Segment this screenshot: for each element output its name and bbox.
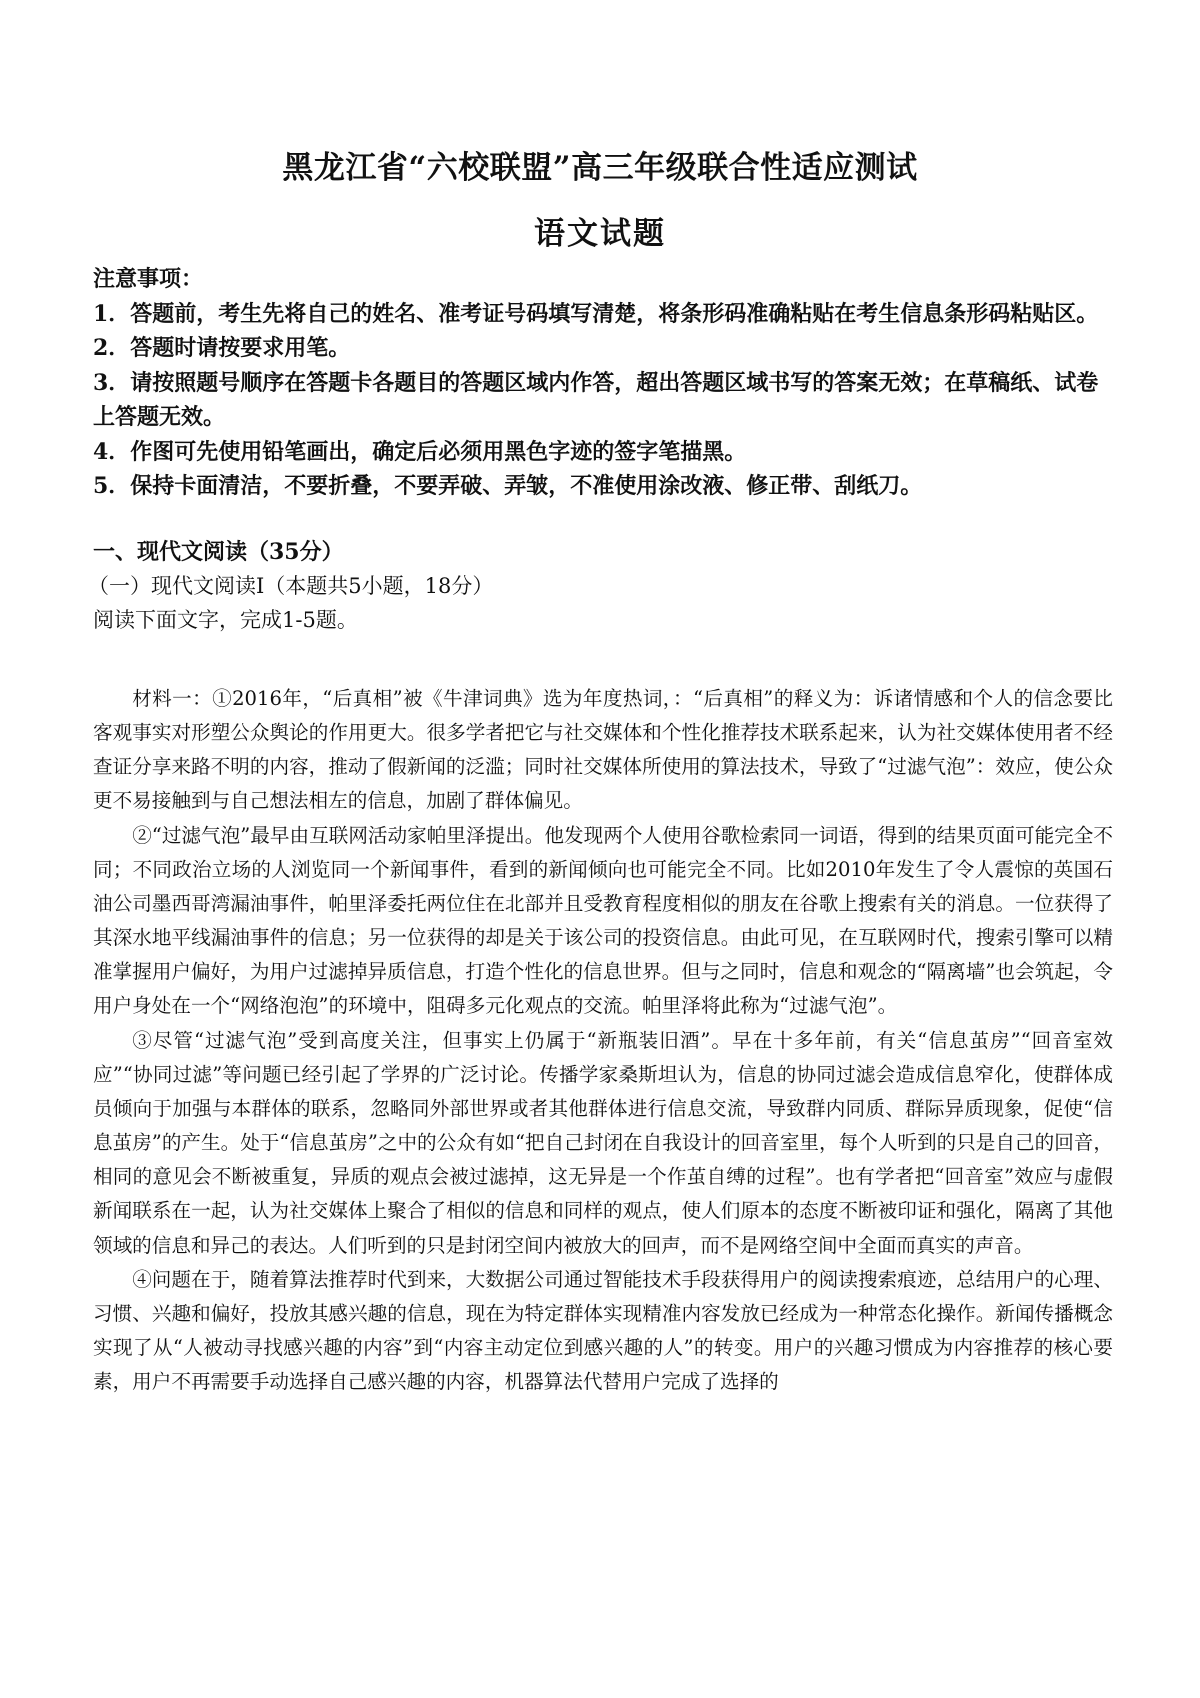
passage-paragraph: ②“过滤气泡”最早由互联网活动家帕里泽提出。他发现两个人使用谷歌检索同一词语，得到的结果页面可能完全不同；不同政治立场的人浏览同一个新闻事件，看到的新闻倾向也可能完全不同。比如2010年发生了令人震惊的英国石油公司墨西哥湾漏油事件，帕里泽委托两位住在北部并且受教育程度相似的朋友在谷歌上搜索有关的消息。一位获得了其深水地平线漏油事件的信息；另一位获得的却是关于该公司的投资信息。由此可见，在互联网时代，搜索引擎可以精准掌握用户偏好，为用户过滤掉异质信息，打造个性化的信息世界。但与之同时，信息和观念的“隔离墙”也会筑起，令用户身处在一个“网络泡泡”的环境中，阻碍多元化观点的交流。帕里泽将此称为“过滤气泡”。 [93, 823, 1113, 1018]
notice-heading: 注意事项： [93, 266, 204, 292]
notice-section [93, 262, 1113, 504]
notice-item: 2．答题时请按要求用笔。 [93, 335, 351, 361]
subsection-heading: （一）现代文阅读Ⅰ（本题共5小题，18分） [88, 574, 494, 598]
passage-paragraph: 材料一：①2016年，“后真相”被《牛津词典》选为年度热词，：“后真相”的释义为：诉诸情感和个人的信念要比客观事实对形塑公众舆论的作用更大。很多学者把它与社交媒体和个性化推荐技术联系起来，认为社交媒体使用者不经查证分享来路不明的内容，推动了假新闻的泛滥；同时社交媒体所使用的算法技术，导致了“过滤气泡”：效应，使公众更不易接触到与自己想法相左的信息，加剧了群体偏见。 [93, 687, 1113, 813]
notice-item: 5．保持卡面清洁，不要折叠，不要弄破、弄皱，不准使用涂改液、修正带、刮纸刀。 [93, 473, 923, 499]
passage-paragraph: ③尽管“过滤气泡”受到高度关注，但事实上仍属于“新瓶装旧酒”。早在十多年前，有关“信息茧房”“回音室效应”“协同过滤”等问题已经引起了学界的广泛讨论。传播学家桑斯坦认为，信息的协同过滤会造成信息窄化，使群体成员倾向于加强与本群体的联系，忽略同外部世界或者其他群体进行信息交流，导致群内同质、群际异质现象，促使“信息茧房”的产生。处于“信息茧房”之中的公众有如“把自己封闭在自我设计的回音室里，每个人听到的只是自己的回音，相同的意见会不断被重复，异质的观点会被过滤掉，这无异是一个作茧自缚的过程”。也有学者把“回音室”效应与虚假新闻联系在一起，认为社交媒体上聚合了相似的信息和同样的观点，使人们原本的态度不断被印证和强化，隔离了其他领域的信息和异己的表达。人们听到的只是封闭空间内被放大的回声，而不是网络空间中全面而真实的声音。 [93, 1028, 1113, 1257]
reading-instruction: 阅读下面文字，完成1-5题。 [93, 608, 358, 632]
exam-subtitle: 语文试题 [534, 216, 666, 252]
exam-title: 黑龙江省“六校联盟”高三年级联合性适应测试 [282, 150, 918, 186]
notice-item: 3．请按照题号顺序在答题卡各题目的答题区域内作答，超出答题区域书写的答案无效；在草稿纸、试卷上答题无效。 [93, 369, 1099, 430]
passage-paragraph: ④问题在于，随着算法推荐时代到来，大数据公司通过智能技术手段获得用户的阅读搜索痕迹，总结用户的心理、习惯、兴趣和偏好，投放其感兴趣的信息，现在为特定群体实现精准内容发放已经成为一种常态化操作。新闻传播概念实现了从“人被动寻找感兴趣的内容”到“内容主动定位到感兴趣的人”的转变。用户的兴趣习惯成为内容推荐的核心要素，用户不再需要手动选择自己感兴趣的内容，机器算法代替用户完成了选择的 [93, 1267, 1113, 1394]
section-heading: 一、现代文阅读（35分） [93, 539, 344, 565]
reading-passage [93, 682, 1113, 1399]
notice-item: 4．作图可先使用铅笔画出，确定后必须用黑色字迹的签字笔描黑。 [93, 438, 747, 465]
notice-item: 1．答题前，考生先将自己的姓名、准考证号码填写清楚，将条形码准确粘贴在考生信息条形码粘贴区。 [93, 300, 1099, 327]
